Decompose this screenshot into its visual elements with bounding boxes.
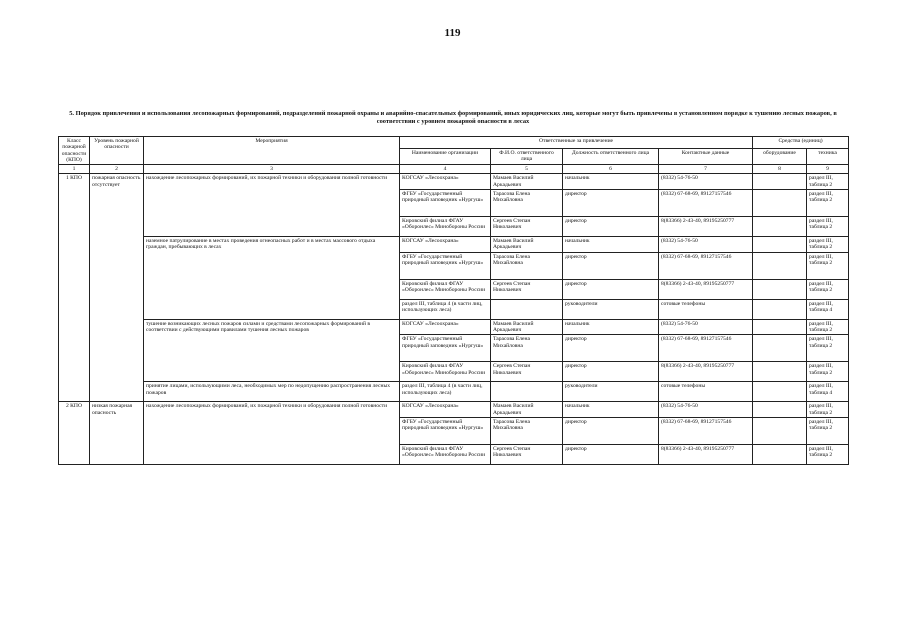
- machinery-cell: раздел III, таблица 4: [807, 382, 849, 402]
- column-number: 1: [59, 165, 90, 174]
- column-number: 4: [400, 165, 491, 174]
- contacts-cell: (8332) 54-76-50: [659, 174, 753, 190]
- measure-cell: нахождение лесопожарных формирований, их пожарной техники и оборудования полной готовности: [144, 174, 400, 237]
- contacts-cell: (8332) 67-68-69, 89127157546: [659, 417, 753, 444]
- equipment-cell: [753, 190, 807, 217]
- equipment-cell: [753, 362, 807, 382]
- column-number: 6: [563, 165, 659, 174]
- org-cell: раздел III, таблица 4 (в части лиц, использующих леса): [400, 382, 491, 402]
- contacts-cell: (8332) 67-68-69, 89127157546: [659, 335, 753, 362]
- equipment-cell: [753, 279, 807, 299]
- measure-cell: наземное патрулирование в местах проведения огнеопасных работ и в местах массового отдыха граждан, пребывающих в лесах: [144, 237, 400, 320]
- org-cell: раздел III, таблица 4 (в части лиц, использующих леса): [400, 299, 491, 319]
- position-cell: директор: [563, 190, 659, 217]
- fio-cell: Мамаев Василий Аркадьевич: [491, 237, 563, 253]
- column-number: 7: [659, 165, 753, 174]
- contacts-cell: (8332) 54-76-50: [659, 402, 753, 418]
- machinery-cell: раздел III, таблица 2: [807, 402, 849, 418]
- fio-cell: Тарасова Елена Михайловна: [491, 417, 563, 444]
- measure-cell: тушение возникающих лесных пожаров силами и средствами лесопожарных формирований в соответствии с действующими правилами тушения лесных пожаров: [144, 319, 400, 382]
- column-number: 5: [491, 165, 563, 174]
- contacts-cell: (8332) 67-68-69, 89127157546: [659, 252, 753, 279]
- org-cell: Кировский филиал ФГАУ «Оборонлес» Минобороны России: [400, 217, 491, 237]
- table-row: [59, 237, 849, 253]
- fio-cell: Мамаев Василий Аркадьевич: [491, 174, 563, 190]
- column-number: 2: [90, 165, 144, 174]
- contacts-cell: (8332) 54-76-50: [659, 237, 753, 253]
- position-cell: директор: [563, 335, 659, 362]
- header-measure: Мероприятия: [144, 137, 400, 165]
- contacts-cell: (8332) 54-76-50: [659, 319, 753, 335]
- table-row: [59, 319, 849, 335]
- column-number: 9: [807, 165, 849, 174]
- position-cell: начальник: [563, 402, 659, 418]
- fio-cell: Сергеев Степан Николаевич: [491, 279, 563, 299]
- equipment-cell: [753, 252, 807, 279]
- position-cell: начальник: [563, 174, 659, 190]
- org-cell: ФГБУ «Государственный природный заповедник «Нургуш»: [400, 335, 491, 362]
- contacts-cell: 8(83366) 2-43-40, 89195250777: [659, 217, 753, 237]
- machinery-cell: раздел III, таблица 2: [807, 217, 849, 237]
- equipment-cell: [753, 382, 807, 402]
- org-cell: КОГСАУ «Лесоохрана»: [400, 237, 491, 253]
- machinery-cell: раздел III, таблица 4: [807, 299, 849, 319]
- position-cell: начальник: [563, 319, 659, 335]
- position-cell: директор: [563, 279, 659, 299]
- position-cell: директор: [563, 362, 659, 382]
- machinery-cell: раздел III, таблица 2: [807, 319, 849, 335]
- header-org: Наименование организации: [400, 149, 491, 165]
- position-cell: директор: [563, 252, 659, 279]
- contacts-cell: 8(83366) 2-43-40, 89195250777: [659, 362, 753, 382]
- header-position: Должность ответственного лица: [563, 149, 659, 165]
- fio-cell: [491, 299, 563, 319]
- position-cell: директор: [563, 417, 659, 444]
- fio-cell: Сергеев Степан Николаевич: [491, 362, 563, 382]
- fio-cell: [491, 382, 563, 402]
- equipment-cell: [753, 319, 807, 335]
- machinery-cell: раздел III, таблица 2: [807, 237, 849, 253]
- column-numbers-row: [59, 165, 849, 174]
- contacts-cell: 8(83366) 2-43-40, 89195250777: [659, 444, 753, 464]
- equipment-cell: [753, 335, 807, 362]
- equipment-cell: [753, 444, 807, 464]
- measure-cell: нахождение лесопожарных формирований, их пожарной техники и оборудования полной готовности: [144, 402, 400, 465]
- org-cell: ФГБУ «Государственный природный заповедник «Нургуш»: [400, 252, 491, 279]
- column-number: 3: [144, 165, 400, 174]
- fio-cell: Мамаев Василий Аркадьевич: [491, 319, 563, 335]
- machinery-cell: раздел III, таблица 2: [807, 252, 849, 279]
- org-cell: ФГБУ «Государственный природный заповедник «Нургуш»: [400, 190, 491, 217]
- fio-cell: Тарасова Елена Михайловна: [491, 335, 563, 362]
- position-cell: руководители: [563, 382, 659, 402]
- machinery-cell: раздел III, таблица 2: [807, 417, 849, 444]
- machinery-cell: раздел III, таблица 2: [807, 190, 849, 217]
- kpo-cell: 2 КПО: [59, 402, 90, 465]
- machinery-cell: раздел III, таблица 2: [807, 362, 849, 382]
- page-number: 119: [444, 27, 461, 39]
- org-cell: Кировский филиал ФГАУ «Оборонлес» Минобороны России: [400, 444, 491, 464]
- header-fio: Ф.И.О. ответственного лица: [491, 149, 563, 165]
- org-cell: КОГСАУ «Лесоохрана»: [400, 319, 491, 335]
- contacts-cell: сотовые телефоны: [659, 299, 753, 319]
- column-number: 8: [753, 165, 807, 174]
- equipment-cell: [753, 174, 807, 190]
- header-contacts: Контактные данные: [659, 149, 753, 165]
- header-class: Класс пожарной опасности (КПО): [59, 137, 90, 165]
- level-cell: низкая пожарная опасность: [90, 402, 144, 465]
- header-machinery: техника: [807, 149, 849, 165]
- org-cell: КОГСАУ «Лесоохрана»: [400, 402, 491, 418]
- measure-cell: принятие лицами, использующими леса, необходимых мер по недопущению распространения лесных пожаров: [144, 382, 400, 402]
- table-header: [59, 137, 849, 174]
- position-cell: начальник: [563, 237, 659, 253]
- equipment-cell: [753, 402, 807, 418]
- fire-response-table: [58, 136, 849, 465]
- machinery-cell: раздел III, таблица 2: [807, 174, 849, 190]
- equipment-cell: [753, 217, 807, 237]
- fio-cell: Сергеев Степан Николаевич: [491, 444, 563, 464]
- header-equipment: оборудование: [753, 149, 807, 165]
- section-heading: 5. Порядок привлечения и использования лесопожарных формирований, подразделений пожарной охраны и аварийно-спасательных формирований, иных юридических лиц, которые могут быть привлечены в установленном порядке к тушению лесных пожаров, в соответствии с уровнем пожарной опасности в лесах: [69, 110, 837, 125]
- contacts-cell: сотовые телефоны: [659, 382, 753, 402]
- fio-cell: Мамаев Василий Аркадьевич: [491, 402, 563, 418]
- table-body: [59, 174, 849, 464]
- position-cell: руководители: [563, 299, 659, 319]
- org-cell: ФГБУ «Государственный природный заповедник «Нургуш»: [400, 417, 491, 444]
- equipment-cell: [753, 237, 807, 253]
- position-cell: директор: [563, 217, 659, 237]
- level-cell: пожарная опасность отсутствует: [90, 174, 144, 402]
- table-row: [59, 402, 849, 418]
- table-row: [59, 174, 849, 190]
- org-cell: Кировский филиал ФГАУ «Оборонлес» Минобороны России: [400, 279, 491, 299]
- fio-cell: Тарасова Елена Михайловна: [491, 190, 563, 217]
- header-level: Уровень пожарной опасности: [90, 137, 144, 165]
- kpo-cell: 1 КПО: [59, 174, 90, 402]
- machinery-cell: раздел III, таблица 2: [807, 279, 849, 299]
- fio-cell: Сергеев Степан Николаевич: [491, 217, 563, 237]
- machinery-cell: раздел III, таблица 2: [807, 335, 849, 362]
- position-cell: директор: [563, 444, 659, 464]
- contacts-cell: 8(83366) 2-43-40, 89195250777: [659, 279, 753, 299]
- header-means: Средства (единиц): [753, 137, 849, 149]
- equipment-cell: [753, 417, 807, 444]
- header-responsible: Ответственные за привлечение: [400, 137, 753, 149]
- equipment-cell: [753, 299, 807, 319]
- contacts-cell: (8332) 67-68-69, 89127157546: [659, 190, 753, 217]
- machinery-cell: раздел III, таблица 2: [807, 444, 849, 464]
- fio-cell: Тарасова Елена Михайловна: [491, 252, 563, 279]
- org-cell: КОГСАУ «Лесоохрана»: [400, 174, 491, 190]
- table-row: [59, 382, 849, 402]
- org-cell: Кировский филиал ФГАУ «Оборонлес» Минобороны России: [400, 362, 491, 382]
